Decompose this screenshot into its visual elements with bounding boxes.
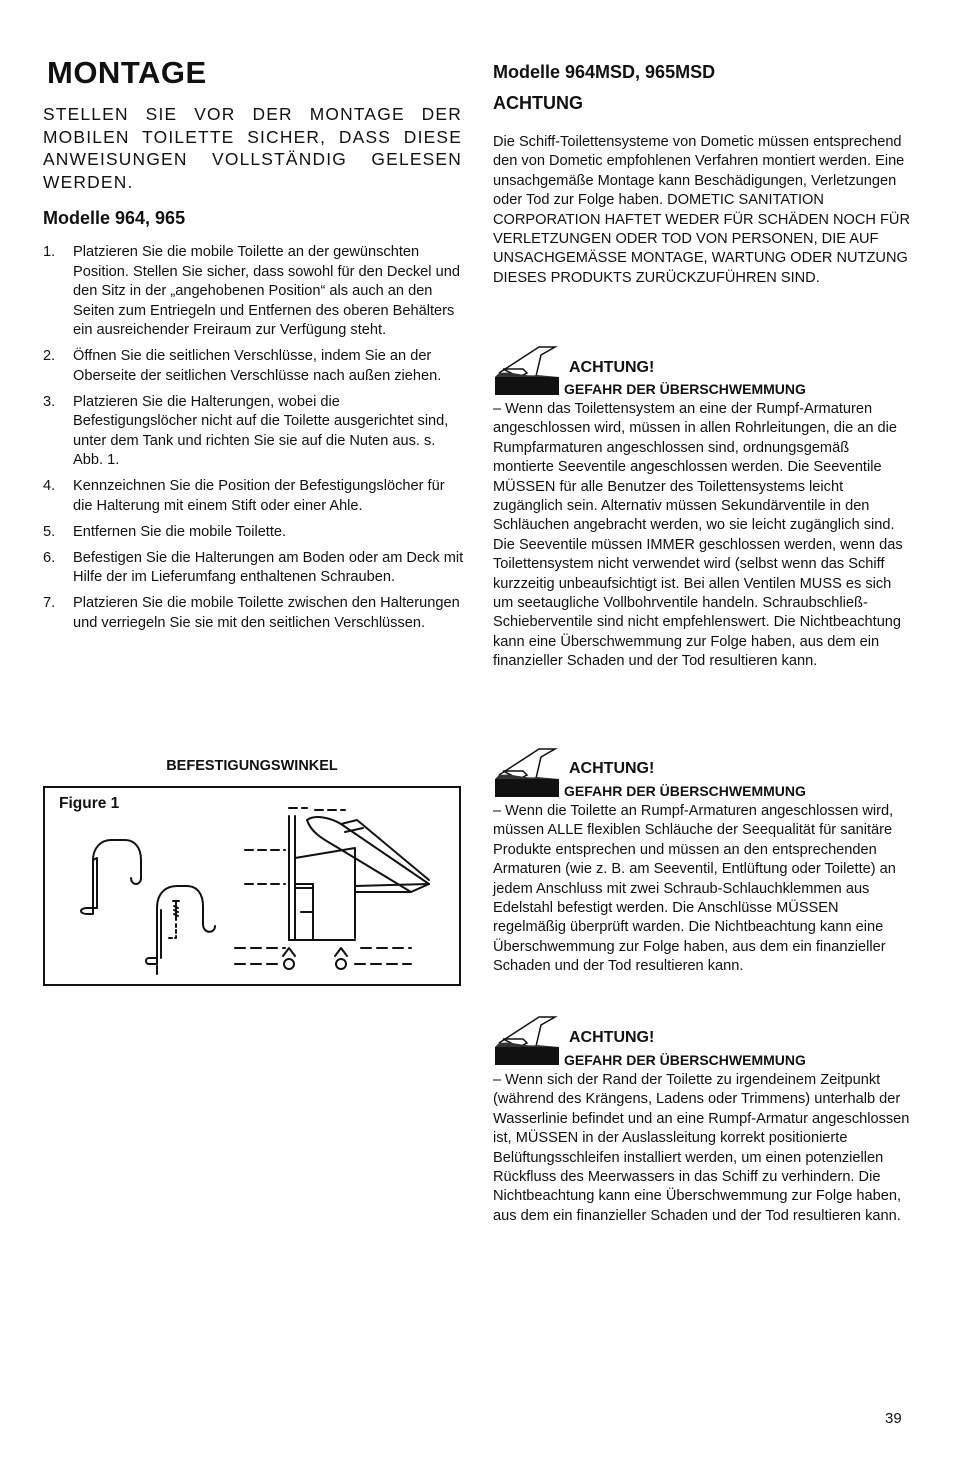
warning-subtitle: GEFAHR DER ÜBERSCHWEMMUNG: [564, 1052, 806, 1068]
list-item: 1. Platzieren Sie die mobile Toilette an der gewünschten Position. Stellen Sie sicher, dass sowohl für den Deckel und den Sitz in der „angehobenen Position“ als auch an den Seiten zum Entriegeln und Entfernen des oberen Behälters ein ausreichender Freiraum zur Verfügung steht.: [43, 244, 460, 338]
list-item: 4. Kennzeichnen Sie die Position der Befestigungslöcher für die Halterung mit einem Stift oder einer Ahle.: [43, 478, 445, 514]
warning-title: ACHTUNG!: [569, 359, 655, 376]
page-number: 39: [885, 1410, 902, 1427]
flood-warning-icon: [493, 343, 559, 395]
warning-title: ACHTUNG!: [569, 760, 655, 777]
flood-warning-icon: [493, 745, 559, 797]
figure-caption: BEFESTIGUNGSWINKEL: [166, 758, 338, 774]
list-item: 5. Entfernen Sie die mobile Toilette.: [43, 523, 287, 540]
list-item: 6. Befestigen Sie die Halterungen am Boden oder am Deck mit Hilfe der im Lieferumfang enthaltenen Schrauben.: [43, 549, 464, 585]
figure-label: Figure 1: [59, 795, 120, 812]
warning-subtitle: GEFAHR DER ÜBERSCHWEMMUNG: [564, 783, 806, 799]
warning-text: – Wenn die Toilette an Rumpf-Armaturen angeschlossen wird, müssen ALLE flexiblen Schläuche der Seequalität für sanitäre Produkte entsprechen und müssen an den entsprechenden Armaturen (wie z. B. am Seeventil, Entlüftung oder Toilette) an jedem Anschluss mit zwei Schraub-Schlauchklemmen aus Edelstahl befestigt werden. Die Anschlüsse MÜSSEN regelmäßig überprüft warden. Die Nichtbeachtung kann eine Überschwemmung zur Folge haben, aus dem ein finanzieller Schaden und der Tod resultieren kann.: [493, 803, 896, 975]
list-item: 3. Platzieren Sie die Halterungen, wobei die Befestigungslöcher nicht auf die Toilette ausgerichtet sind, unter dem Tank und richten Sie sie auf die Nuten aus. s. Abb. 1.: [43, 393, 449, 468]
installation-steps: [43, 243, 468, 640]
intro-text: STELLEN SIE VOR DER MONTAGE DER MOBILEN TOILETTE SICHER, DASS DIESE ANWEISUNGEN VOLLSTÄNDIG GELESEN WERDEN.: [43, 104, 462, 192]
figure-1: [43, 786, 461, 986]
section-heading-msd: Modelle 964MSD, 965MSD: [493, 62, 716, 82]
warning-subtitle: GEFAHR DER ÜBERSCHWEMMUNG: [564, 381, 806, 397]
list-item: 7. Platzieren Sie die mobile Toilette zwischen den Halterungen und verriegeln Sie sie mit den seitlichen Verschlüssen.: [43, 595, 460, 631]
list-item: 2. Öffnen Sie die seitlichen Verschlüsse, indem Sie an der Oberseite der seitlichen Verschlüsse nach außen ziehen.: [43, 348, 442, 384]
warning-title: ACHTUNG!: [569, 1029, 655, 1046]
page-title: MONTAGE: [47, 55, 207, 90]
section-heading-964-965: Modelle 964, 965: [43, 208, 186, 228]
warning-text: – Wenn sich der Rand der Toilette zu irgendeinem Zeitpunkt (während des Krängens, Ladens oder Trimmens) unterhalb der Wasserlinie befindet und an eine Rumpf-Armatur angeschlossen ist, MÜSSEN in der Auslassleitung korrekt positionierte Belüftungsschleifen installiert werden, um einen potenziellen Rückfluss des Meerwassers in das Schiff zu verhindern. Die Nichtbeachtung kann eine Überschwemmung zur Folge haben, aus dem ein finanzieller Schaden und der Tod resultieren kann.: [493, 1072, 910, 1224]
warning-text: – Wenn das Toilettensystem an eine der Rumpf-Armaturen angeschlossen wird, müssen in allen Rohrleitungen, die an die Rumpfarmaturen angeschlossen sind, ordnungsgemäß montierte Seeventile angeschlossen werden. Die Seeventile MÜSSEN für alle Benutzer des Toilettensystems leicht zugänglich sein. Alternativ müssen Sekundärventile in den Schläuchen angebracht werden, wo sie leicht zugänglich sind. Die Seeventile müssen IMMER geschlossen werden, wenn das Toilettensystem nicht verwendet wird (selbst wenn das Schiff kurzzeitig unbeaufsichtigt ist. Bei allen Ventilen MUSS es sich um seetaugliche Vollbohrventile handeln. Schraubschließ-Schieberventile sind nicht empfehlenswert. Die Nichtbeachtung kann eine Überschwemmung zur Folge haben, aus dem ein finanzieller Schaden und der Tod resultieren kann.: [493, 401, 903, 670]
bracket-illustration: [45, 788, 459, 984]
caution-heading: ACHTUNG: [493, 93, 583, 113]
flood-warning-icon: [493, 1013, 559, 1065]
caution-paragraph: Die Schiff-Toilettensysteme von Dometic müssen entsprechend den von Dometic empfohlenen Verfahren montiert werden. Eine unsachgemäße Montage kann Beschädigungen, Verletzungen oder Tod zur Folge haben. DOMETIC SANITATION CORPORATION HAFTET WEDER FÜR SCHÄDEN NOCH FÜR VERLETZUNGEN ODER TOD VON PERSONEN, DIE AUF UNSACHGEMÄSSE MONTAGE, WARTUNG ODER NUTZUNG DIESES PRODUKTS ZURÜCKZUFÜHREN SIND.: [493, 134, 911, 286]
